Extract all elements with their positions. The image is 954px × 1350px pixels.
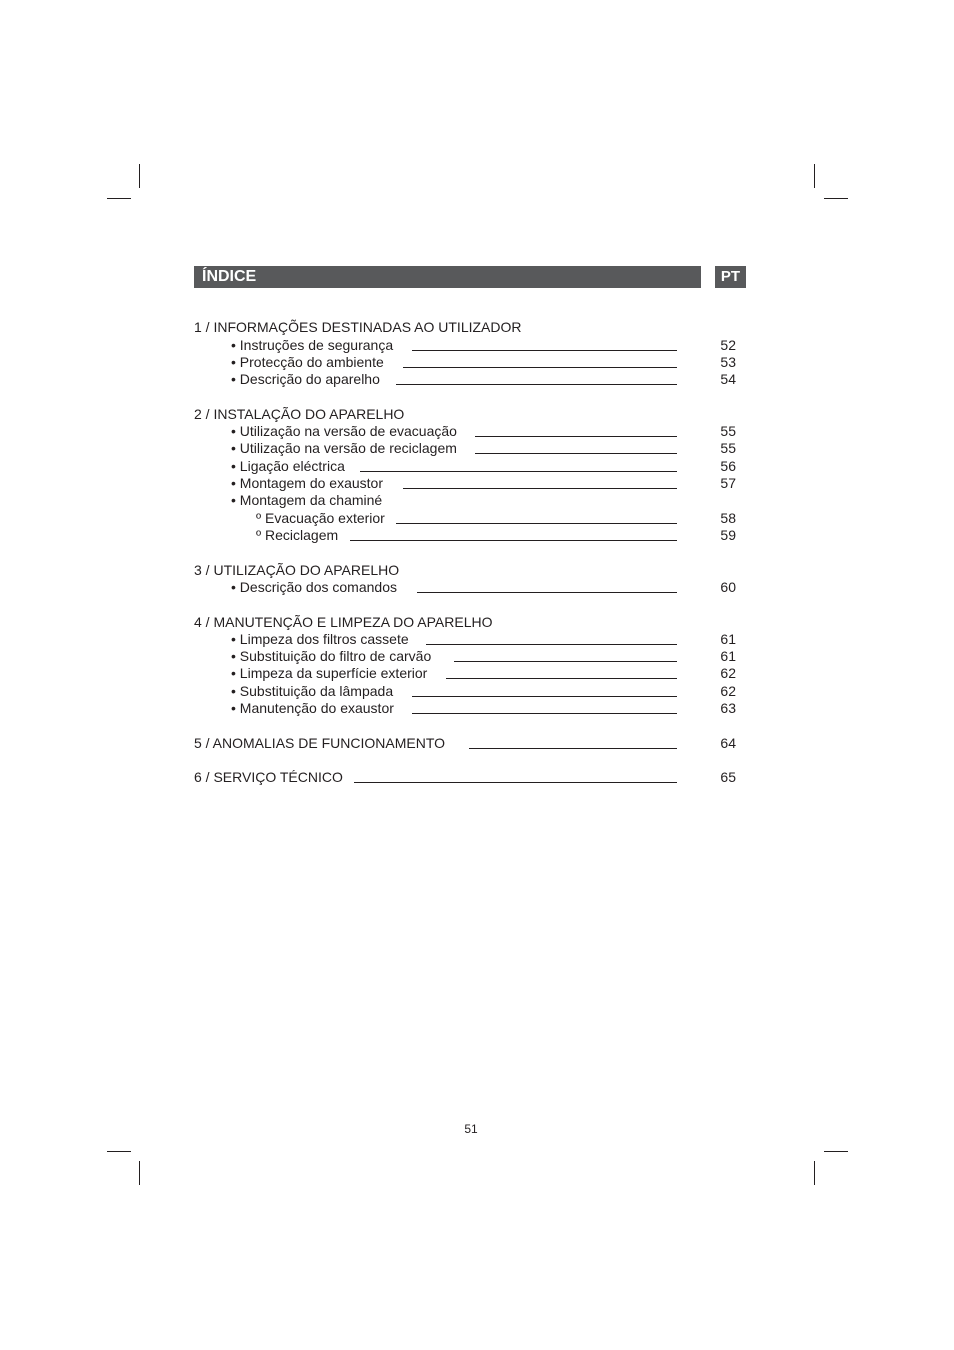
toc-entry-page: 59 — [720, 527, 736, 543]
crop-mark — [139, 164, 140, 188]
toc-section-title: 5 / ANOMALIAS DE FUNCIONAMENTO — [194, 735, 446, 751]
toc-leader-line — [403, 488, 677, 489]
index-title-bar — [194, 266, 701, 288]
toc-entry-page: 55 — [720, 423, 736, 439]
toc-entry-page: 61 — [720, 648, 736, 664]
language-badge: PT — [715, 266, 746, 288]
toc-entry-page: 52 — [720, 337, 736, 353]
toc-entry-label: • Montagem da chaminé — [231, 492, 383, 508]
crop-mark — [824, 198, 848, 199]
toc-entry-page: 62 — [720, 665, 736, 681]
page-number: 51 — [464, 1122, 478, 1136]
toc-section-title: 1 / INFORMAÇÕES DESTINADAS AO UTILIZADOR — [194, 319, 522, 335]
toc-leader-line — [396, 384, 677, 385]
toc-leader-line — [454, 661, 677, 662]
crop-mark — [814, 1161, 815, 1185]
toc-entry-page: 61 — [720, 631, 736, 647]
toc-entry[interactable] — [231, 457, 677, 475]
toc-entry-page: 58 — [720, 510, 736, 526]
toc-entry-page: 65 — [720, 769, 736, 785]
toc-entry-page: 60 — [720, 579, 736, 595]
toc-subentry[interactable] — [256, 526, 677, 544]
toc-subentry[interactable] — [256, 509, 677, 527]
toc-entry[interactable] — [231, 353, 677, 371]
toc-entry-label: • Descrição do aparelho — [231, 371, 380, 387]
toc-entry-page: 53 — [720, 354, 736, 370]
toc-entry-label: • Utilização na versão de evacuação — [231, 423, 457, 439]
toc-entry[interactable] — [231, 439, 677, 457]
toc-entry[interactable] — [231, 370, 677, 388]
toc-entry[interactable] — [231, 491, 677, 509]
toc-leader-line — [360, 471, 677, 472]
toc-entry-label: • Limpeza dos filtros cassete — [231, 631, 409, 647]
toc-leader-line — [475, 453, 677, 454]
toc-entry[interactable] — [231, 682, 677, 700]
toc-entry[interactable] — [231, 630, 677, 648]
toc-entry-page: 54 — [720, 371, 736, 387]
crop-mark — [107, 1151, 131, 1152]
toc-leader-line — [417, 592, 677, 593]
toc-entry-label: • Limpeza da superfície exterior — [231, 665, 428, 681]
toc-entry-page: 55 — [720, 440, 736, 456]
toc-entry[interactable] — [231, 664, 677, 682]
toc-entry-page: 57 — [720, 475, 736, 491]
toc-section-title: 4 / MANUTENÇÃO E LIMPEZA DO APARELHO — [194, 614, 493, 630]
toc-leader-line — [412, 350, 677, 351]
toc-section-entry[interactable] — [194, 768, 677, 786]
toc-section-title: 3 / UTILIZAÇÃO DO APARELHO — [194, 562, 400, 578]
toc-entry-page: 56 — [720, 458, 736, 474]
toc-section-title: 6 / SERVIÇO TÉCNICO — [194, 769, 343, 785]
crop-mark — [139, 1161, 140, 1185]
toc-entry-page: 62 — [720, 683, 736, 699]
toc-leader-line — [412, 713, 677, 714]
toc-section-title: 2 / INSTALAÇÃO DO APARELHO — [194, 406, 405, 422]
toc-entry[interactable] — [231, 647, 677, 665]
toc-leader-line — [396, 523, 677, 524]
toc-leader-line — [403, 367, 677, 368]
toc-entry-label: • Substituição do filtro de carvão — [231, 648, 432, 664]
toc-leader-line — [475, 436, 677, 437]
toc-entry[interactable] — [231, 336, 677, 354]
toc-leader-line — [426, 644, 677, 645]
toc-entry[interactable] — [231, 474, 677, 492]
toc-entry-page: 64 — [720, 735, 736, 751]
toc-entry-label: • Instruções de segurança — [231, 337, 394, 353]
toc-entry-label: • Utilização na versão de reciclagem — [231, 440, 457, 456]
toc-leader-line — [412, 696, 677, 697]
crop-mark — [814, 164, 815, 188]
toc-entry-label: • Descrição dos comandos — [231, 579, 397, 595]
toc-entry-label: • Manutenção do exaustor — [231, 700, 394, 716]
toc-entry-label: º Evacuação exterior — [256, 510, 385, 526]
index-title: ÍNDICE — [202, 268, 257, 285]
toc-leader-line — [354, 782, 677, 783]
toc-entry-page: 63 — [720, 700, 736, 716]
crop-mark — [107, 198, 131, 199]
toc-leader-line — [446, 678, 677, 679]
toc-leader-line — [469, 748, 677, 749]
toc-entry[interactable] — [231, 422, 677, 440]
toc-entry[interactable] — [231, 578, 677, 596]
toc-entry-label: • Ligação eléctrica — [231, 458, 345, 474]
toc-entry-label: • Substituição da lâmpada — [231, 683, 394, 699]
toc-entry[interactable] — [231, 699, 677, 717]
toc-entry-label: º Reciclagem — [256, 527, 339, 543]
toc-entry-label: • Montagem do exaustor — [231, 475, 383, 491]
toc-leader-line — [350, 540, 677, 541]
crop-mark — [824, 1151, 848, 1152]
toc-section-entry[interactable] — [194, 734, 677, 752]
toc-entry-label: • Protecção do ambiente — [231, 354, 384, 370]
